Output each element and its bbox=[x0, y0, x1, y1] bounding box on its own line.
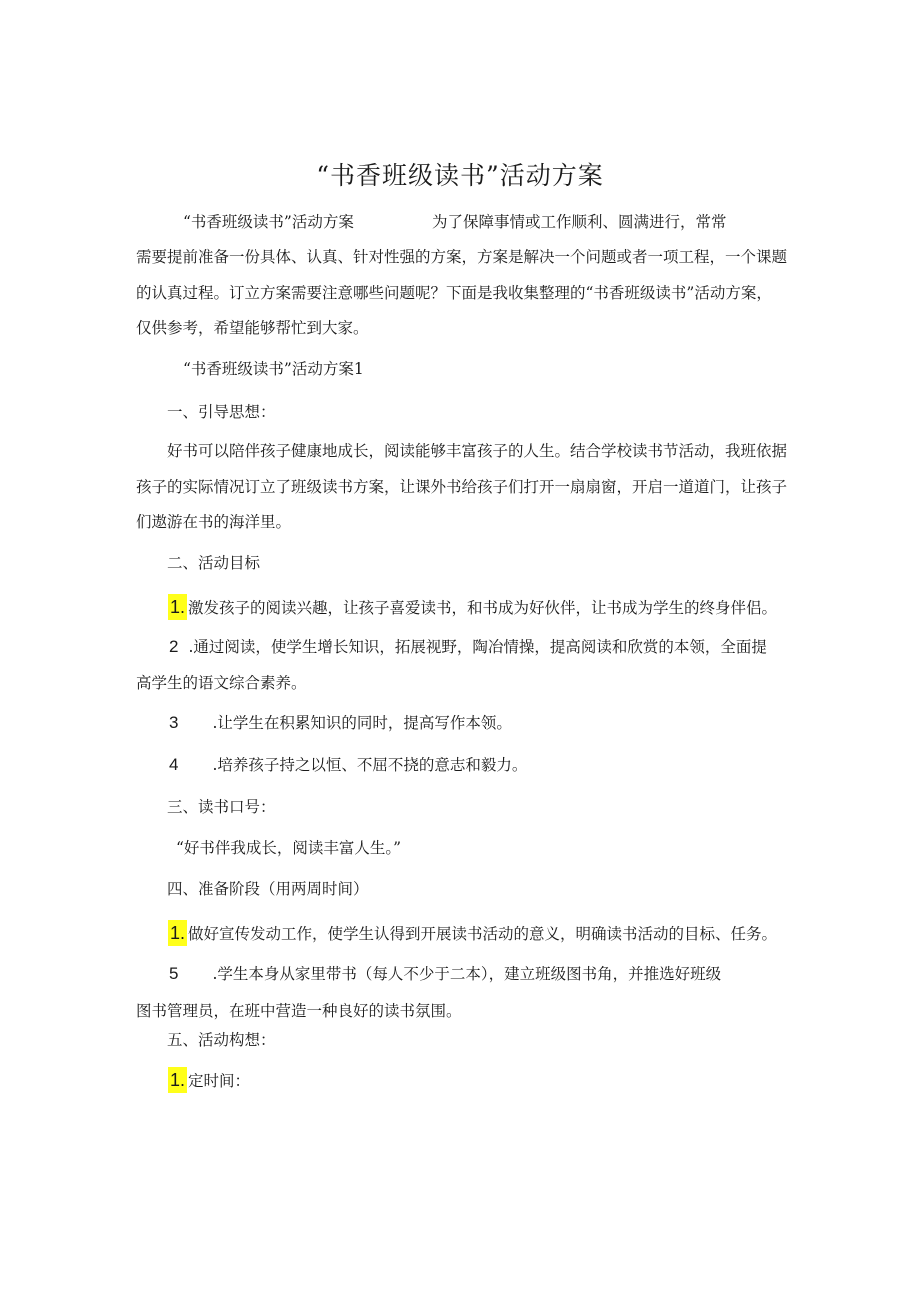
goal-2-line-1 bbox=[169, 637, 767, 657]
goal-1-text: 激发孩子的阅读兴趣，让孩子喜爱读书，和书成为好伙伴，让书成为学生的终身伴侣。 bbox=[188, 599, 778, 617]
intro-line-4: 仅供参考，希望能够帮忙到大家。 bbox=[136, 319, 369, 337]
intro-line-1b: 为了保障事情或工作顺利、圆满进行，常常 bbox=[432, 213, 727, 231]
section-1-para-line-3: 们遨游在书的海洋里。 bbox=[136, 513, 292, 531]
goal-3 bbox=[169, 713, 512, 733]
section-2-heading: 二、活动目标 bbox=[167, 554, 261, 572]
section-1-para-line-2: 孩子的实际情况订立了班级读书方案，让课外书给孩子们打开一扇扇窗，开启一道道门，让孩子 bbox=[136, 478, 788, 496]
intro-line-2: 需要提前准备一份具体、认真、针对性强的方案，方案是解决一个问题或者一项工程，一个课题 bbox=[136, 248, 788, 266]
intro-line-1a: “书香班级读书”活动方案 bbox=[183, 213, 354, 231]
prep-1-text: 做好宣传发动工作，使学生认得到开展读书活动的意义，明确读书活动的目标、任务。 bbox=[188, 925, 778, 943]
prep-5-line-1 bbox=[169, 964, 721, 984]
goal-2-number: 2 bbox=[169, 637, 179, 656]
goal-4-text: .培养孩子持之以恒、不屈不挠的意志和毅力。 bbox=[212, 756, 528, 774]
goal-2-line-2: 高学生的语文综合素养。 bbox=[136, 674, 307, 692]
goal-4 bbox=[169, 755, 527, 775]
goal-1 bbox=[168, 594, 777, 620]
document-title: “书香班级读书”活动方案 bbox=[316, 161, 604, 190]
highlighted-number: 1. bbox=[168, 920, 187, 946]
prep-5-line-2: 图书管理员，在班中营造一种良好的读书氛围。 bbox=[136, 1002, 462, 1020]
section-4-heading: 四、准备阶段（用两周时间） bbox=[167, 880, 369, 898]
goal-3-number: 3 bbox=[169, 713, 179, 732]
idea-1-text: 定时间： bbox=[188, 1072, 251, 1090]
prep-5-text: .学生本身从家里带书（每人不少于二本），建立班级图书角，并推选好班级 bbox=[212, 965, 722, 983]
section-3-heading: 三、读书口号： bbox=[167, 798, 276, 816]
section-1-para-line-1: 好书可以陪伴孩子健康地成长，阅读能够丰富孩子的人生。结合学校读书节活动，我班依据 bbox=[167, 442, 788, 460]
prep-5-number: 5 bbox=[169, 964, 179, 983]
idea-1 bbox=[168, 1067, 250, 1093]
goal-2-text: .通过阅读，使学生增长知识，拓展视野，陶冶情操，提高阅读和欣赏的本领，全面提 bbox=[188, 638, 767, 656]
goal-4-number: 4 bbox=[169, 755, 179, 774]
slogan: “好书伴我成长，阅读丰富人生。” bbox=[176, 839, 402, 857]
section-5-heading: 五、活动构想： bbox=[167, 1031, 276, 1049]
plan-heading: “书香班级读书”活动方案1 bbox=[183, 360, 364, 378]
section-1-heading: 一、引导思想： bbox=[167, 403, 276, 421]
goal-3-text: .让学生在积累知识的同时，提高写作本领。 bbox=[212, 714, 512, 732]
highlighted-number: 1. bbox=[168, 1067, 187, 1093]
highlighted-number: 1. bbox=[168, 594, 187, 620]
prep-1 bbox=[168, 920, 777, 946]
intro-line-3: 的认真过程。订立方案需要注意哪些问题呢？下面是我收集整理的“书香班级读书”活动方案， bbox=[136, 284, 772, 302]
